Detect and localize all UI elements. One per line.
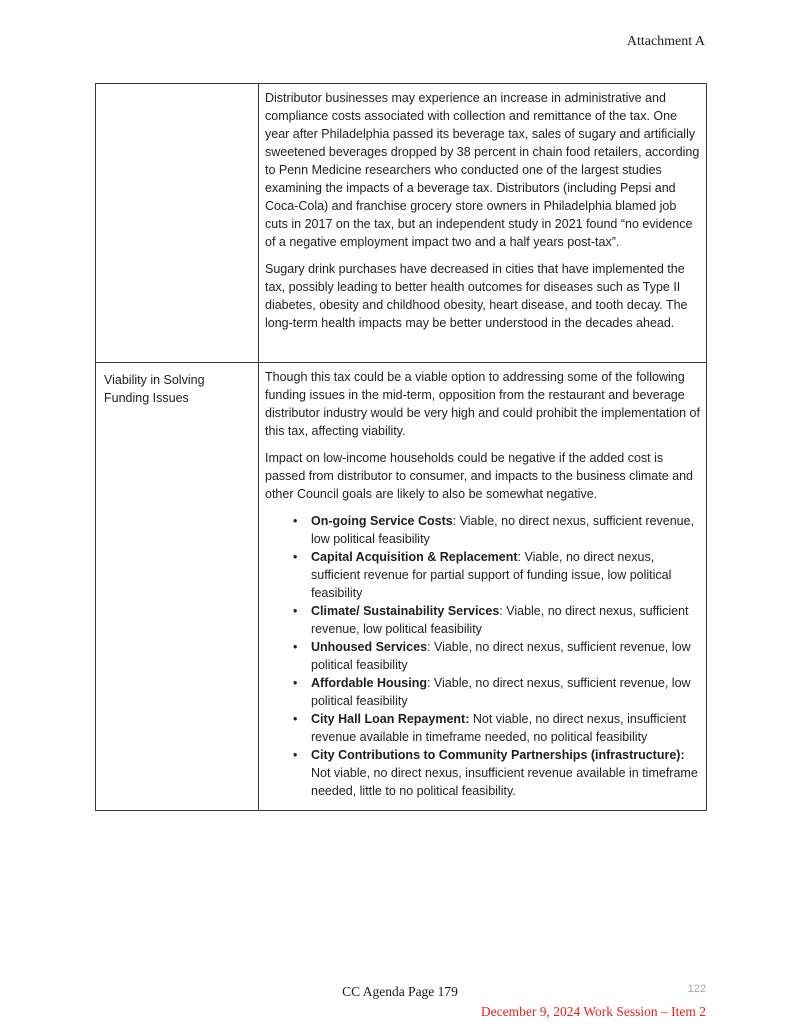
row-content-cell — [259, 84, 706, 362]
attachment-label: Attachment A — [626, 34, 705, 49]
bullet-separator: : — [452, 514, 460, 528]
bullet-text: Not viable, no direct nexus, insufficient revenue available in timeframe needed, no political feasibility — [311, 712, 686, 744]
list-item — [311, 548, 700, 602]
paragraph: Impact on low-income households could be negative if the added cost is passed from distributor to consumer, and impacts to the business climate and other Council goals are likely to also be somewhat negative. — [265, 451, 693, 501]
bullet-title: Affordable Housing — [311, 676, 427, 690]
paragraph: Distributor businesses may experience an increase in administrative and compliance costs associated with collection and remittance of the tax. One year after Philadelphia passed its beverage tax, sales of sugary and artificially sweetened beverages dropped by 38 percent in chain food retailers, according to Penn Medicine researchers who conducted one of the largest studies examining the impacts of a beverage tax. Distributors (including Pepsi and Coca-Cola) and franchise grocery store owners in Philadelphia blamed job cuts in 2017 on the tax, but an independent study in 2021 found “no evidence of a negative employment impact two and a half years post-tax”. — [265, 91, 700, 249]
list-item — [311, 638, 700, 674]
bullet-title: City Contributions to Community Partnerships (infrastructure): — [311, 748, 685, 762]
bullet-title: Climate/ Sustainability Services — [311, 604, 500, 618]
list-item — [311, 512, 700, 548]
bullet-title: Unhoused Services — [311, 640, 428, 654]
bullet-title: City Hall Loan Repayment: — [311, 712, 470, 726]
viability-list — [265, 512, 700, 800]
list-item — [311, 602, 700, 638]
bullet-text: Viable, no direct nexus, sufficient revenue for partial support of funding issue, low political feasibility — [311, 550, 672, 600]
bullet-separator: : — [517, 550, 525, 564]
bullet-text: Not viable, no direct nexus, insufficient revenue available in timeframe needed, little to no political feasibility. — [311, 766, 698, 798]
row-label-cell — [96, 84, 259, 362]
list-item — [311, 746, 700, 800]
list-item — [311, 710, 700, 746]
footer-page-number: 122 — [687, 983, 706, 995]
bullet-text: Viable, no direct nexus, sufficient revenue, low political feasibility — [311, 604, 689, 636]
row-label-cell: Viability in Solving Funding Issues — [96, 363, 259, 810]
list-item — [311, 674, 700, 710]
table-row — [96, 84, 706, 363]
footer-session-label: December 9, 2024 Work Session – Item 2 — [480, 1004, 706, 1019]
bullet-separator: : — [499, 604, 507, 618]
summary-table — [95, 83, 707, 811]
bullet-title: Capital Acquisition & Replacement — [311, 550, 518, 564]
footer-agenda-page: CC Agenda Page 179 — [342, 984, 458, 999]
table-row — [96, 363, 706, 810]
bullet-separator: : — [427, 640, 434, 654]
bullet-separator: : — [426, 676, 434, 690]
bullet-text: Viable, no direct nexus, sufficient revenue, low political feasibility — [311, 514, 695, 546]
bullet-text: Viable, no direct nexus, sufficient revenue, low political feasibility — [311, 676, 691, 708]
bullet-text: Viable, no direct nexus, sufficient revenue, low political feasibility — [311, 640, 691, 672]
paragraph: Though this tax could be a viable option to addressing some of the following funding issues in the mid-term, opposition from the restaurant and beverage distributor industry would be very high and could prohibit the implementation of this tax, affecting viability. — [265, 370, 700, 438]
bullet-title: On-going Service Costs — [311, 514, 453, 528]
paragraph: Sugary drink purchases have decreased in cities that have implemented the tax, possibly leading to better health outcomes for diseases such as Type II diabetes, obesity and childhood obesity, heart disease, and tooth decay. The long-term health impacts may be better understood in the decades ahead. — [265, 262, 688, 330]
row-content-cell — [259, 363, 706, 810]
